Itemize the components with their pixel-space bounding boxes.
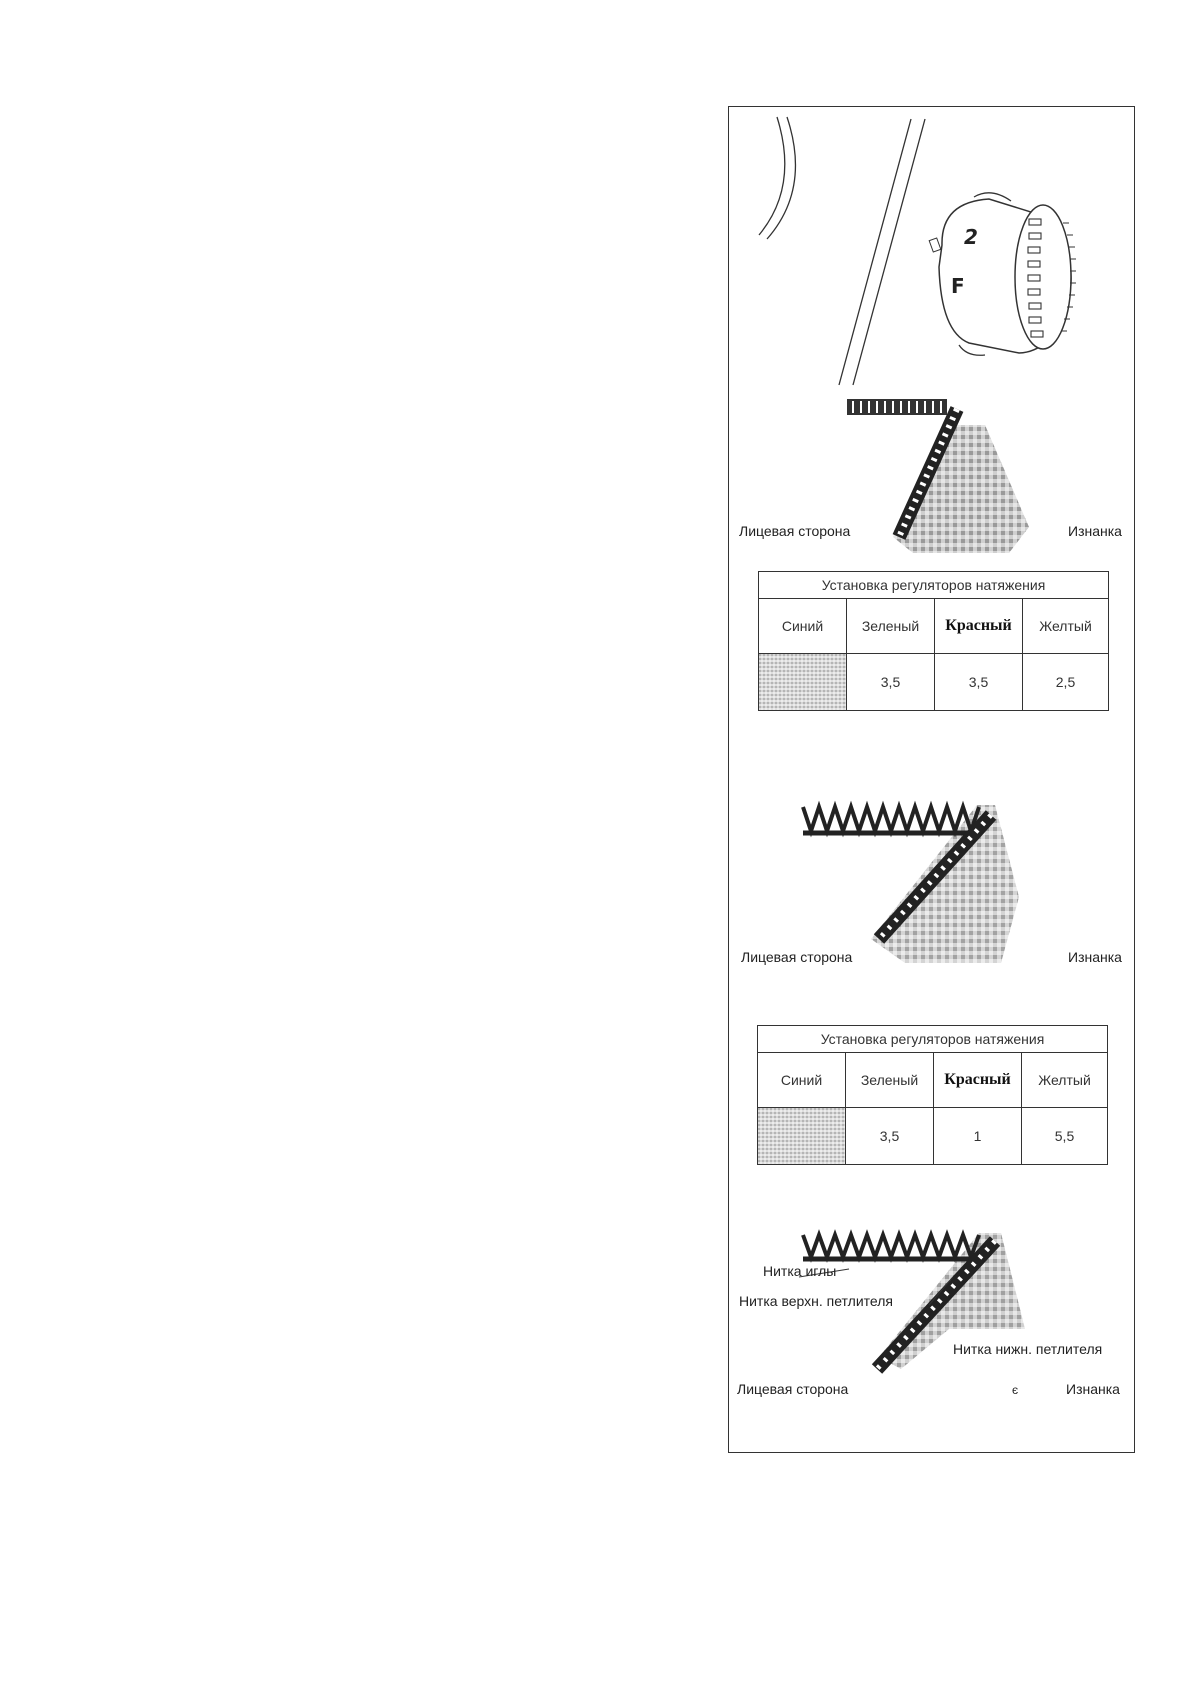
col-yellow: Желтый [1023,599,1109,654]
col-red: Красный [935,599,1023,654]
stitch-illustration-3 [729,107,1136,1417]
yellow-value: 5,5 [1022,1108,1108,1165]
stray-mark: є [1012,1383,1019,1397]
needle-thread-label: Нитка иглы [763,1263,837,1279]
col-blue: Синий [759,599,847,654]
back-side-label-3: Изнанка [1066,1381,1120,1397]
col-red: Красный [934,1053,1022,1108]
green-value: 3,5 [846,1108,934,1165]
illustration-panel [728,106,1135,1453]
face-side-label-2: Лицевая сторона [741,949,853,965]
table-title: Установка регуляторов натяжения [759,572,1109,599]
col-yellow: Желтый [1022,1053,1108,1108]
col-blue: Синий [758,1053,846,1108]
lower-looper-thread-label: Нитка нижн. петлителя [953,1341,1103,1357]
yellow-value: 2,5 [1023,654,1109,711]
red-value: 1 [934,1108,1022,1165]
upper-looper-thread-label: Нитка верхн. петлителя [739,1293,893,1309]
back-side-label-2: Изнанка [1068,949,1122,965]
face-side-label-1: Лицевая сторона [739,523,851,539]
dial-mark-2: 2 [964,225,978,249]
back-side-label-1: Изнанка [1068,523,1122,539]
col-green: Зеленый [846,1053,934,1108]
table-title: Установка регуляторов натяжения [758,1026,1108,1053]
face-side-label-3: Лицевая сторона [737,1381,849,1397]
col-green: Зеленый [847,599,935,654]
dial-mark-f: F [951,274,965,298]
green-value: 3,5 [847,654,935,711]
red-value: 3,5 [935,654,1023,711]
